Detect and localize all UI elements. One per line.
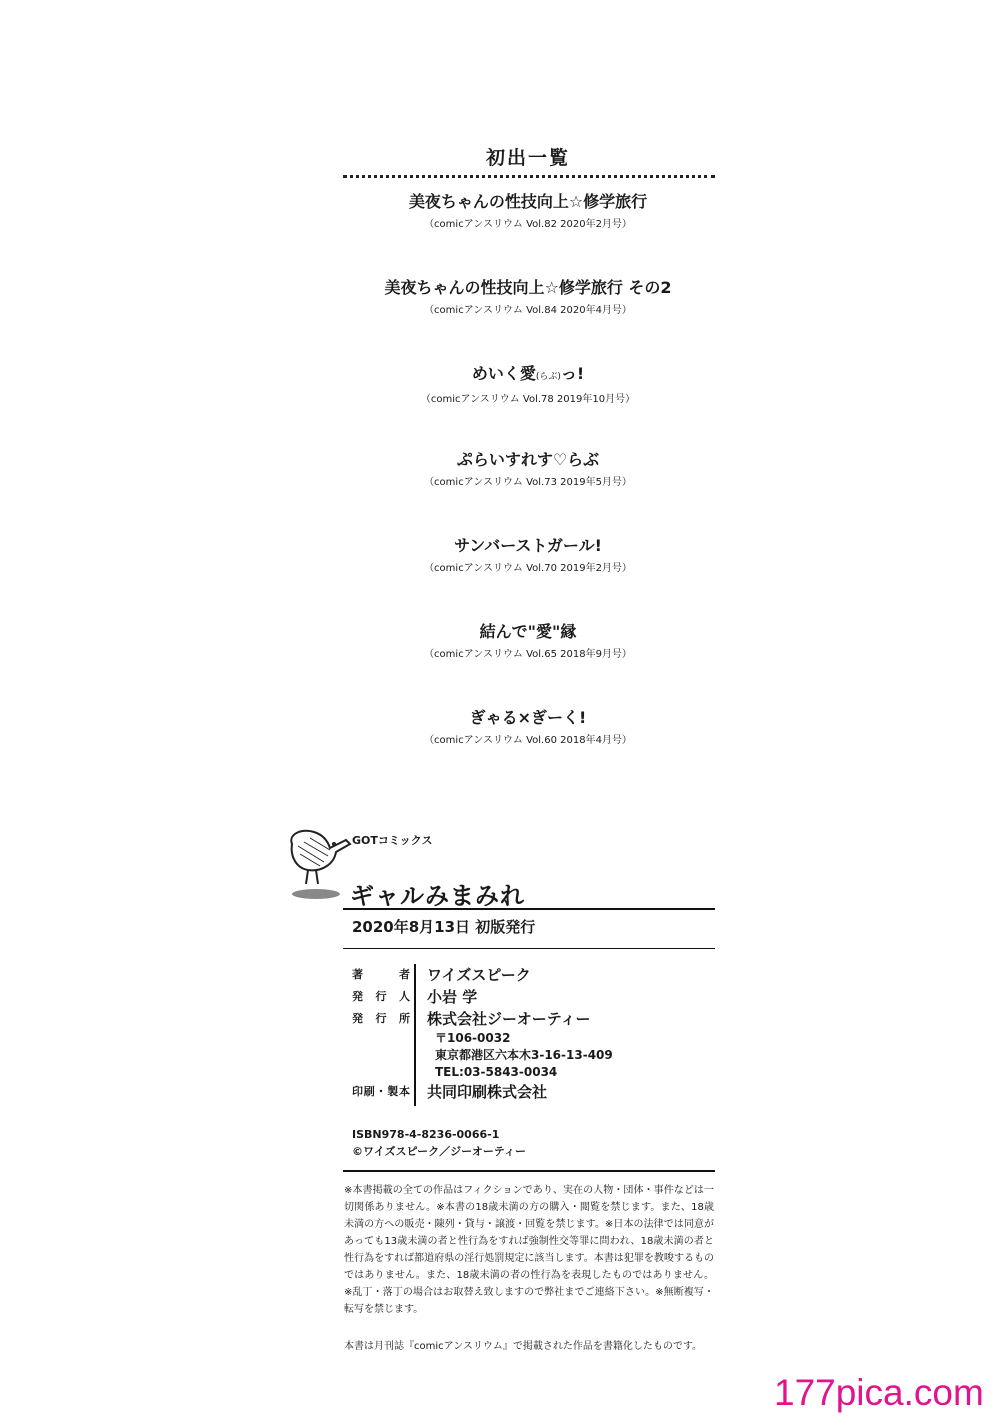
footer-note: 本書は月刊誌『comicアンスリウム』で掲載された作品を書籍化したものです。 <box>344 1341 703 1352</box>
entry-title-main: めいく愛 <box>471 364 536 383</box>
imprint-label: GOTコミックス <box>352 834 433 847</box>
entry-source: （comicアンスリウム Vol.73 2019年5月号） <box>424 477 632 488</box>
printer-row <box>343 1081 715 1103</box>
entry-source: （comicアンスリウム Vol.84 2020年4月号） <box>424 305 632 316</box>
entry-2 <box>300 278 756 318</box>
dotted-divider <box>343 175 715 178</box>
author-label: 著者 <box>352 968 410 981</box>
divider <box>343 948 715 949</box>
copyright: ©ワイズスピーク／ジーオーティー <box>352 1145 527 1158</box>
bird-logo-icon <box>284 822 354 902</box>
author-row <box>343 964 715 986</box>
entry-source: （comicアンスリウム Vol.65 2018年9月号） <box>424 649 632 660</box>
publisher-person-row <box>343 986 715 1008</box>
publisher-row <box>343 1008 715 1030</box>
watermark: 177pica.com <box>774 1372 984 1413</box>
entry-title <box>300 364 756 387</box>
printer-label: 印刷・製本 <box>352 1085 410 1098</box>
entry-4 <box>300 450 756 490</box>
entry-6 <box>300 622 756 662</box>
book-title: ギャルみまみれ <box>350 882 525 910</box>
publication-date: 2020年8月13日 初版発行 <box>352 918 536 936</box>
entry-source: （comicアンスリウム Vol.60 2018年4月号） <box>424 735 632 746</box>
entry-title: サンバーストガール! <box>454 536 602 555</box>
postal-code: 〒106-0032 <box>435 1031 511 1045</box>
entry-7 <box>300 708 756 748</box>
entry-title: 美夜ちゃんの性技向上☆修学旅行 その2 <box>384 278 672 297</box>
entry-source: （comicアンスリウム Vol.82 2020年2月号） <box>424 219 632 230</box>
entry-title-tail: っ! <box>560 364 585 383</box>
entry-source: （comicアンスリウム Vol.70 2019年2月号） <box>424 563 632 574</box>
legal-notice: ※本書掲載の全ての作品はフィクションであり、実在の人物・団体・事件などは一切関係ありません。※本書の18歳未満の方の購入・閲覧を禁じます。また、18歳未満の方への販売・陳列・貸与・譲渡・回覧を禁じます。※日本の法律では同意があっても13歳未満の者と性行為をすれば強制性交等罪に問われ、18歳未満の者と性行為をすれば都道府県の淫行処罰規定に該当します。本書は犯罪を教唆するものではありません。また、18歳未満の者の性行為を表現したものではありません。※乱丁・落丁の場合はお取替え致しますので弊社までご連絡下さい。※無断複写・転写を禁じます。 <box>344 1185 714 1315</box>
address: 東京都港区六本木3-16-13-409 <box>435 1048 613 1062</box>
credits-block <box>343 964 715 1103</box>
entry-title-ruby: (らぶ) <box>535 372 561 382</box>
page-heading: 初出一覧 <box>485 147 570 169</box>
entry-5 <box>300 536 756 576</box>
publisher-person-label: 発行人 <box>352 990 410 1003</box>
entry-title: ぷらいすれす♡らぶ <box>456 450 600 469</box>
entry-title: ぎゃる×ぎーく! <box>469 708 587 727</box>
entry-1 <box>300 192 756 232</box>
publisher-label: 発行所 <box>352 1012 410 1025</box>
entry-title: 結んで"愛"縁 <box>479 622 577 641</box>
isbn-block <box>352 1126 526 1160</box>
isbn: ISBN978-4-8236-0066-1 <box>352 1128 500 1141</box>
telephone: TEL:03-5843-0034 <box>435 1065 558 1079</box>
entry-3 <box>300 364 756 407</box>
entry-title: 美夜ちゃんの性技向上☆修学旅行 <box>408 192 648 211</box>
entry-source: （comicアンスリウム Vol.78 2019年10月号） <box>420 394 636 405</box>
publisher-value: 株式会社ジーオーティー <box>427 1010 591 1028</box>
publisher-person-value: 小岩 学 <box>427 988 478 1006</box>
printer-value: 共同印刷株式会社 <box>427 1083 548 1101</box>
divider <box>343 908 715 910</box>
author-value: ワイズスピーク <box>427 966 531 984</box>
divider <box>343 1170 715 1172</box>
